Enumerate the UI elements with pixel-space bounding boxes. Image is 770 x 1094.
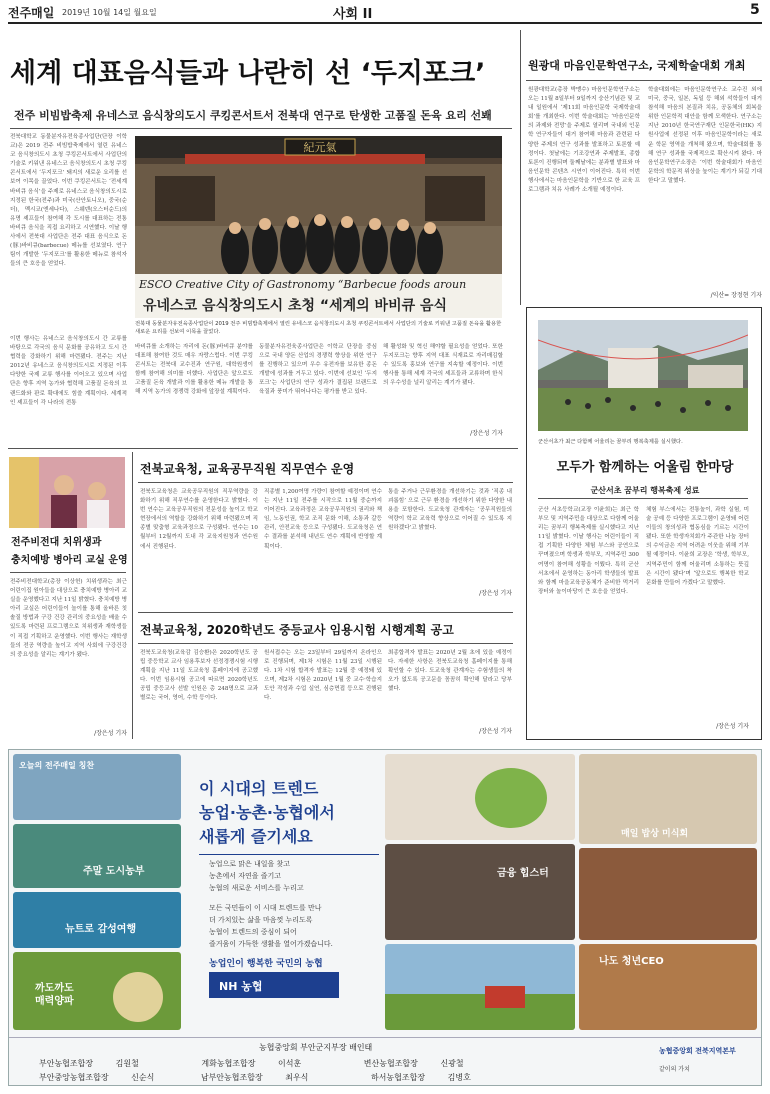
main-photo-illustration — [135, 136, 502, 318]
main-headline: 세계 대표음식들과 나란히 선 ‘두지포크’ — [10, 58, 486, 89]
left-col-divider — [132, 452, 133, 739]
exam-rule-top — [138, 612, 513, 613]
training-headline: 전북교육청, 교육공무직원 직무연수 운영 — [140, 462, 355, 476]
footer-row-2 — [39, 1072, 471, 1083]
ad-points-b — [209, 902, 333, 950]
footer-row-1 — [39, 1058, 464, 1069]
issue-date: 2019년 10월 14일 월요일 — [62, 8, 157, 17]
ad-tile-yangpa — [13, 952, 181, 1030]
ad-point-b: 더 가치있는 삶을 마음껏 누리도록 — [209, 916, 313, 924]
ad-point-a: 농업으로 맑은 내일을 찾고 — [209, 860, 291, 868]
ad-point-b: 모든 국민들이 이 시대 트렌드를 만나 — [209, 904, 322, 912]
nh-advertisement — [8, 749, 762, 1086]
exam-byline: /장은성 기자 — [479, 728, 512, 735]
ad-point-a: 농협의 새로운 서비스를 누리고 — [209, 884, 304, 892]
festival-subheadline: 군산서초 꿈부리 행복축제 성료 — [590, 485, 700, 495]
ad-slogan: 농업인이 행복한 국민의 농협 — [209, 959, 323, 969]
ad-tile-farm — [13, 824, 181, 888]
footer-title: 부안중앙농협조합장 — [39, 1073, 109, 1082]
footer-name: 신광철 — [440, 1059, 464, 1068]
jeonju-rule — [10, 572, 126, 573]
training-column-3: 통을 주거나 근무환경을 개선하기는 것과 ‘직종 내 괴롭힘’ 으로 근무 환경을 개선하기 위한 다양한 내용을 포함한다. 도교육청 관계자는 ‘공무직원들의 역량이 학교 교육력 향상으로 이어질 수 있도록 지원하겠다’고 밝혔다. — [388, 489, 512, 532]
footer-title: 부안농협조합장 — [39, 1059, 94, 1068]
header-rule — [8, 22, 762, 24]
festival-caption: 군산서초가 최근 다함께 어울리는 꿈부리 행복축제를 실시했다. — [538, 439, 683, 445]
festival-photo — [538, 320, 748, 431]
footer-title: 남부안농협조합장 — [200, 1073, 263, 1082]
main-photo — [135, 136, 502, 318]
main-byline: /장은성 기자 — [470, 430, 503, 437]
training-column-1: 전북도교육청은 교육공무직원의 직무역량을 강화하기 위해 직무연수를 운영한다고 밝혔다. 이번 연수는 교육공무직원의 전문성을 높이고 학교 현장에서의 역할을 강화하기 위해 마련됐으며 직종별 맞춤형 교육과정으로 구성됐다. 연수는 10월부터 12월까지 도내 각 교육지원청과 연수원에서 진행된다. — [140, 489, 258, 550]
jeonju-photo-illustration — [9, 457, 125, 528]
main-column-4: 해 활성화 및 혁신 해야할 필요성을 얻었다. 또한 두지포크는 향후 지역 대표 식재료로 자리매김할 수 있도록 홍보와 연구를 지속할 예정이다. 이번 행사를 통해 세계 각국의 셰프들과 교류하며 한식의 우수성을 널리 알리는 계기가 됐다. — [383, 344, 503, 387]
mid-rule — [8, 448, 518, 449]
exam-headline: 전북교육청, 2020학년도 중등교사 임용시험 시행계획 공고 — [140, 623, 454, 637]
ad-tile-today-label: 오늘의 전주매일 칭찬 — [19, 761, 95, 770]
ad-point-a: 농촌에서 자연을 즐기고 — [209, 872, 282, 880]
wonkwang-rule — [526, 80, 762, 81]
jeonju-photo — [9, 457, 125, 528]
salad-icon — [475, 768, 547, 828]
jeonju-body: 전주비전대학교(총장 이상헌) 치위생과는 최근 어린이집 원아들을 대상으로 충치예방 병아리 교실을 운영했다고 지난 11일 밝혔다. 충치예방 병아리 교실은 어린이들이 놀이를 통해 올바른 칫솔질 방법과 구강 건강 관리의 중요성을 배울 수 있도록 마련된 프로그램으로 치위생과 재학생들이 직접 기획하고 운영했다. 이번 행사는 재학생들의 전공 역량을 높이고 지역 사회에 구강건강의 중요성을 알리는 계기가 됐다. — [10, 579, 127, 658]
section-title: 사회 II — [333, 7, 373, 22]
footer-name: 김병호 — [447, 1073, 471, 1082]
wonkwang-column-1: 원광대학교(총장 박맹수) 마음인문학연구소는 오는 11월 8일부터 9일까지 숭산기념관 및 교내 일원에서 ‘제11회 마음인문학 국제학술대회’를 개최한다. 이번 학술대회는 ‘마음인문학의 과제와 전망’을 주제로 열리며 국내외 인문학 연구자들이 대거 참여해 마음과 관련된 다양한 주제의 연구 성과를 발표하고 토론할 예정이다. 첫날에는 기조강연과 주제발표, 종합토론이 진행되며 둘째날에는 분과별 발표와 마음인문학 콘텐츠 시연이 이어진다. 특히 이번 행사에서는 마음인문학을 기반으로 한 교육 프로그램과 치유 사례가 소개될 예정이다. — [528, 87, 640, 194]
ad-trend-line3: 새롭게 즐기세요 — [199, 827, 313, 846]
training-byline: /장은성 기자 — [479, 590, 512, 597]
newspaper-brand: 전주매일 — [8, 6, 55, 20]
tractor-icon — [485, 986, 525, 1008]
footer-title: 변산농협조합장 — [363, 1059, 418, 1068]
festival-column-2: 체험 부스에서는 전통놀이, 과학 실험, 미술 공예 등 다양한 프로그램이 운영돼 어린이들의 창의성과 협동심을 기르는 시간이 됐다. 또한 학생자치회가 주관한 나눔 장터의 수익금은 지역 어려운 이웃을 위해 기부될 예정이다. 이윤희 교장은 ‘학생, 학부모, 지역주민이 함께 어울리며 소통하는 뜻깊은 시간이 됐다’며 ‘앞으로도 행복한 학교 문화를 만들어 가겠다’고 말했다. — [646, 507, 749, 586]
footer-name: 이석훈 — [278, 1059, 302, 1068]
footer-name: 신순식 — [131, 1073, 155, 1082]
footer-org: 농협중앙회 부안군지부장 배인태 — [259, 1043, 373, 1052]
festival-rule — [538, 498, 748, 499]
ad-tile-yangpa-label: 까도까도 매력양파 — [35, 983, 74, 1007]
main-photo-banner-en: ESCO Creative City of Gastronomy “Barbecue foods aroun — [139, 278, 467, 291]
footer-logo-sub: 같이의 가치 — [659, 1066, 690, 1073]
ad-trend-line2: 농업·농촌·농협에서 — [199, 803, 335, 822]
ad-footer-rule — [9, 1037, 762, 1038]
ad-point-b: 즐거움이 가득한 생활을 열어가겠습니다. — [209, 940, 333, 948]
footer-logo — [659, 1046, 755, 1082]
ad-tile-today — [13, 754, 181, 820]
ad-tile-meal — [579, 754, 757, 844]
footer-logo-text: 농협중앙회 전북지역본부 — [659, 1047, 736, 1055]
main-column-2: 바비큐를 소개하는 자리에 돈(豚)바비큐 분야를 대표해 참여한 것도 매우 자랑스럽다. 이번 쿠킹콘서트는 전북대 교수진과 연구원, 대학원생이 함께 참여해 의미를 더했다. 사업단은 앞으로도 고품질 돈육 개발과 이를 활용한 메뉴 개발을 통해 지역 농가의 경쟁력 강화에 앞장설 계획이다. — [135, 344, 253, 396]
training-rule — [138, 482, 513, 483]
jeonju-headline-1: 전주비전대 치위생과 — [11, 537, 102, 548]
ad-points-a — [209, 858, 304, 894]
exam-column-3: 최종합격자 발표는 2020년 2월 초에 있을 예정이다. 자세한 사항은 전북도교육청 홈페이지를 통해 확인할 수 있다. 도교육청 관계자는 수험생들의 착오가 없도록 공고문을 꼼꼼히 확인해 달라고 당부했다. — [388, 650, 512, 693]
footer-title: 계화농협조합장 — [201, 1059, 256, 1068]
footer-name: 김원철 — [115, 1059, 139, 1068]
ad-tile-hipster-label: 금융 힙스터 — [497, 868, 549, 879]
nh-logo-text: NH 농협 — [219, 980, 263, 993]
ad-tile-farm-label: 주말 도시농부 — [83, 866, 145, 877]
ad-tile-ceo — [579, 944, 757, 1030]
training-column-2: 직종별 1,200여명 가량이 참여할 예정이며 연수는 지난 11일 전주를 시작으로 11월 중순까지 이어진다. 교육과정은 교육공무직원의 권리와 책임, 노동인권, 학교 조직 문화 이해, 소통과 갈등관리, 안전교육 등으로 구성됐다. 도교육청은 연수 결과를 분석해 내년도 연수 계획에 반영할 계획이다. — [264, 489, 382, 550]
festival-headline: 모두가 함께하는 어울림 한마당 — [556, 460, 734, 475]
ad-tile-farmland — [385, 944, 575, 1030]
festival-photo-illustration — [538, 320, 748, 431]
festival-byline: /장은성 기자 — [716, 723, 749, 730]
right-col-divider — [520, 30, 521, 305]
ad-tile-food — [385, 754, 575, 840]
exam-rule — [138, 643, 513, 644]
jeonju-byline: /장은성 기자 — [94, 730, 127, 737]
exam-column-2: 원서접수는 오는 23일부터 29일까지 온라인으로 진행되며, 제1차 시험은 11월 23일 시행된다. 1차 시험 합격자 발표는 12월 중 예정돼 있으며, 제2차 시험은 2020년 1월 중 교수·학습지도안 작성과 수업 실연, 심층면접 등으로 진행된다. — [264, 650, 382, 702]
footer-name: 최우식 — [285, 1073, 309, 1082]
ad-point-b: 농협이 트렌드의 중심이 되어 — [209, 928, 297, 936]
main-left-column-b: 이번 행사는 유네스코 음식창의도시 간 교류를 바탕으로 각국의 음식 문화를 공유하고 도시 간 협력을 강화하기 위해 마련됐다. 전주는 지난 2012년 유네스코 음식창의도시로 지정된 이후 다양한 국제 교류 행사를 이어오고 있으며 사업단은 향후 지역 농가와 협력해 고품질 돈육의 브랜드화와 판로 확대에도 힘쓸 계획이다. 세계적인 셰프들이 각 나라의 전통 — [10, 336, 127, 406]
farmland-icon — [385, 994, 575, 1030]
page-number: 5 — [750, 2, 760, 18]
main-photo-banner-ko: 유네스코 음식창의도시 초청 “세계의 바비큐 음식 — [143, 298, 448, 314]
ad-divider — [199, 854, 379, 855]
ad-tile-meal-label: 매일 밥상 미식회 — [621, 829, 689, 839]
main-photo-caption: 전북대 동물분자유전육종사업단이 2019 전주 비빔밥축제에서 열린 유네스코 음식창의도시 초청 쿠킹콘서트에서 사업단의 기술로 키워낸 고품질 돈육을 활용한 새로운 요리를 선보여 이목을 끌었다. — [135, 321, 502, 335]
main-photo-sign: 紀元氣 — [303, 141, 337, 154]
festival-column-1: 군산 서초등학교(교장 이윤희)는 최근 학부모 및 지역주민을 대상으로 다함께 어울리는 꿈부리 행복축제를 실시했다고 지난 11일 밝혔다. 이날 행사는 어린이들이 직접 기획한 다양한 체험 부스와 공연으로 꾸며졌으며 학생과 학부모, 지역주민 300여명이 참여해 성황을 이뤘다. 특히 군산서초에서 운영하는 동아리 학생들의 발표와 함께 마을교육공동체가 준비한 먹거리 장터와 놀이마당이 큰 호응을 얻었다. — [538, 507, 639, 595]
ad-tile-phone — [579, 848, 757, 940]
nh-logo — [209, 972, 339, 998]
ad-tile-travel-label: 뉴트로 감성여행 — [65, 924, 137, 935]
main-left-column: 전북대학교 동물분자유전육종사업단(단장 이학교)은 2019 전주 비빔밥축제에서 열린 유네스코 음식창의도시 초청 쿠킹콘서트에서 사업단의 기술로 키워낸 유네스코 음식창의도시 초청 쿠킹콘서트에서 ‘두지포크’ 돼지의 새로운 요리를 선보여 이목을 끌었다. 이번 쿠킹콘서트는 ‘전세계 바비큐 음식’을 주제로 유네스코 음식창의도시로 지정된 한국(전주)과 미국(산안토니오), 중국(순더), 멕시코(엔세나다), 스웨덴(오스터순드)의 유명 셰프들이 참여해 각 도시를 대표하는 전통 바비큐 음식을 직접 요리하고 시연했다. 이날 행사에서 전북대 사업단은 전주 대표 음식으로 돈(豚)바비큐(barbecue) 메뉴를 선보였다. 연구팀이 개발한 ‘두지포크’를 활용한 메뉴로 참석자들의 큰 호응을 얻었다. — [10, 134, 127, 268]
footer-title: 하서농협조합장 — [370, 1073, 426, 1082]
exam-column-1: 전북도교육청(교육감 김승환)은 2020학년도 공립 중등학교 교사 임용후보자 선정경쟁시험 시행계획을 지난 11일 도교육청 홈페이지에 공고했다. 이번 임용시험 공고에 따르면 2020학년도 공립 중등교사 선발 인원은 총 248명으로 교과별로는 국어, 영어, 수학 등이다. — [140, 650, 258, 702]
main-column-3: 동물분자유전육종사업단은 이학교 단장을 중심으로 국내 양돈 산업의 경쟁력 향상을 위한 연구를 진행하고 있으며 우수 유전자를 보유한 종돈 개발에 성과를 거두고 있다. 이번에 선보인 ‘두지포크’는 사업단의 연구 성과가 결집된 브랜드로 육질과 풍미가 뛰어나다는 평가를 받고 있다. — [259, 344, 377, 396]
jeonju-headline-2: 충치예방 병아리 교실 운영 — [11, 555, 128, 566]
ad-trend-line1: 이 시대의 트렌드 — [199, 779, 319, 798]
main-subheadline: 전주 비빔밥축제 유네스코 음식창의도시 쿠킹콘서트서 전북대 연구로 탄생한 고품질 돈육 요리 선봬 — [14, 109, 492, 122]
ad-tile-ceo-label: 나도 청년CEO — [599, 956, 664, 967]
main-rule — [10, 128, 512, 129]
ad-tile-hipster — [385, 844, 575, 940]
wonkwang-headline: 원광대 마음인문학연구소, 국제학술대회 개최 — [528, 59, 746, 72]
onion-icon — [113, 972, 163, 1022]
wonkwang-byline: /익산= 장정현 기자 — [710, 292, 762, 299]
wonkwang-column-2: 학술대회에는 마음인문학연구소 교수진 외에 미국, 중국, 일본, 독일 등 해외 석학들이 대거 참석해 마음의 본질과 치유, 공동체의 회복을 위한 인문학적 대안을 함께 모색한다. 연구소는 지난 2010년 한국연구재단 인문한국(HK) 지원사업에 선정된 이후 마음인문학이라는 새로운 학문 영역을 개척해 왔으며, 학술대회를 통해 연구 성과를 국제적으로 확산시켜 왔다. 마음인문학연구소장은 ‘이번 학술대회가 마음인문학의 학문적 위상을 높이는 계기가 되길 기대한다’고 말했다. — [648, 87, 762, 184]
ad-tile-travel — [13, 892, 181, 948]
